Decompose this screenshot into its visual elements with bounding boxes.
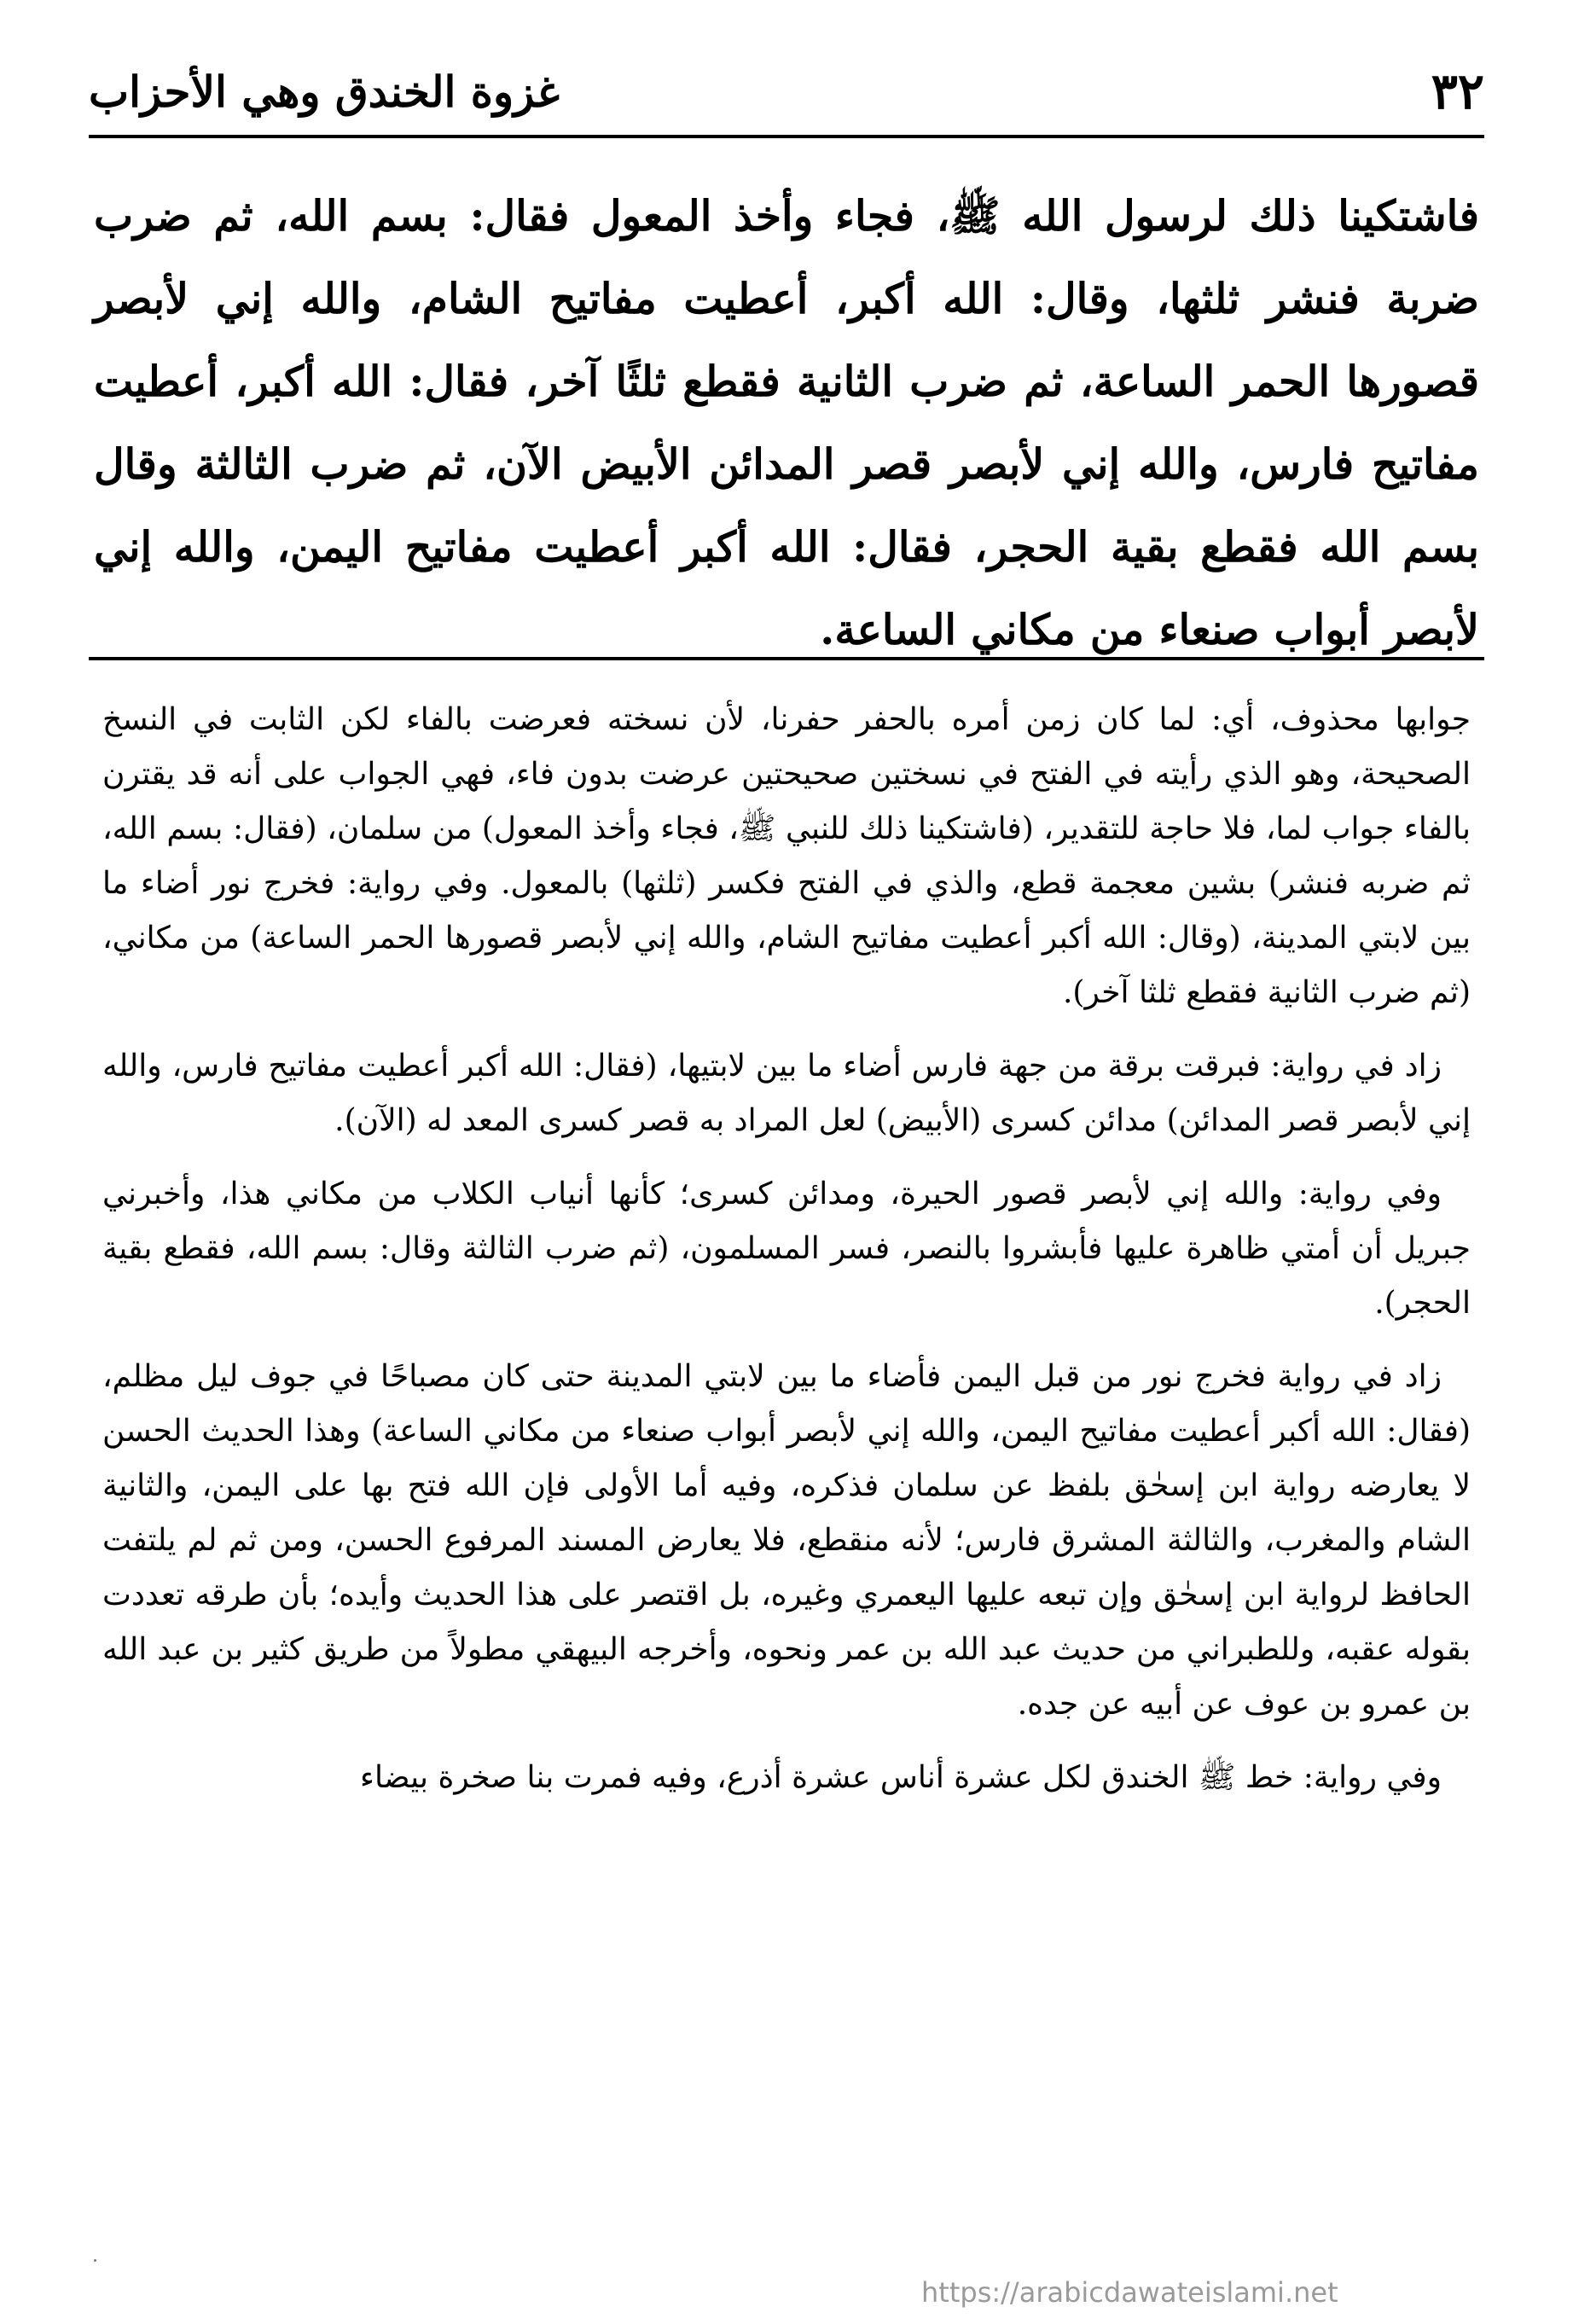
commentary-paragraph: جوابها محذوف، أي: لما كان زمن أمره بالحفر حفرنا، لأن نسخته فعرضت بالفاء لكن الثابت في النسخ الصحيحة، وهو الذي رأيته في الفتح في نسختين صحيحتين عرضت بدون فاء، فهي الجواب على أنه قد يقترن بالفاء جواب لما، فلا حاجة للتقدير، (فاشتكينا ذلك للنبي ﷺ، فجاء وأخذ المعول) من سلمان، (فقال: بسم الله، ثم ضربه فنشر) بشين معجمة قطع، والذي في الفتح فكسر (ثلثها) بالمعول. وفي رواية: فخرج نور أضاء ما بين لابتي المدينة، (وقال: الله أكبر أعطيت مفاتيح الشام، والله إني لأبصر قصورها الحمر الساعة) من مكاني، (ثم ضرب الثانية فقطع ثلثا آخر).: [102, 702, 1471, 1010]
commentary-paragraph: زاد في رواية: فبرقت برقة من جهة فارس أضاء ما بين لابتيها، (فقال: الله أكبر أعطيت مفاتيح فارس، والله إني لأبصر قصر المدائن) مدائن كسرى (الأبيض) لعل المراد به قصر كسرى المعد له (الآن).: [102, 1049, 1471, 1138]
section-divider: [89, 657, 1484, 660]
running-title: غزوة الخندق وهي الأحزاب: [89, 67, 560, 117]
commentary-paragraph: وفي رواية: والله إني لأبصر قصور الحيرة، ومدائن كسرى؛ كأنها أنياب الكلاب من مكاني هذا، وأخبرني جبريل أن أمتي ظاهرة عليها فأبشروا بالنصر، فسر المسلمون، (ثم ضرب الثالثة وقال: بسم الله، فقطع بقية الحجر).: [102, 1177, 1471, 1321]
watermark-url[interactable]: https://arabicdawateislami.net: [921, 2276, 1338, 2309]
scan-speck: [94, 2259, 96, 2262]
commentary-paragraph: زاد في رواية فخرج نور من قبل اليمن فأضاء ما بين لابتي المدينة حتى كان مصباحًا في جوف ليل مظلم، (فقال: الله أكبر أعطيت مفاتيح اليمن، والله إني لأبصر أبواب صنعاء من مكاني الساعة) وهذا الحديث الحسن لا يعارضه رواية ابن إسحٰق بلفظ عن سلمان فذكره، وفيه أما الأولى فإن الله فتح بها على اليمن، والثانية الشام والمغرب، والثالثة المشرق فارس؛ لأنه منقطع، فلا يعارض المسند المرفوع الحسن، ومن ثم لم يلتفت الحافظ لرواية ابن إسحٰق وإن تبعه عليها اليعمري وغيره، بل اقتصر على هذا الحديث وأيده؛ بأن طرقه تعددت بقوله عقبه، وللطبراني من حديث عبد الله بن عمر ونحوه، وأخرجه البيهقي مطولاً من طريق كثير بن عبد الله بن عمرو بن عوف عن أبيه عن جده.: [102, 1359, 1471, 1722]
page-number: ٣٢: [1431, 62, 1484, 120]
commentary-paragraph: وفي رواية: خط ﷺ الخندق لكل عشرة أناس عشرة أذرع، وفيه فمرت بنا صخرة بيضاء: [360, 1760, 1442, 1795]
header-rule: [89, 135, 1484, 138]
main-hadith-text: فاشتكينا ذلك لرسول الله ﷺ، فجاء وأخذ المعول فقال: بسم الله، ثم ضرب ضربة فنشر ثلثها، وقال: الله أكبر، أعطيت مفاتيح الشام، والله إني لأبصر قصورها الحمر الساعة، ثم ضرب الثانية فقطع ثلثًا آخر، فقال: الله أكبر، أعطيت مفاتيح فارس، والله إني لأبصر قصر المدائن الأبيض الآن، ثم ضرب الثالثة وقال بسم الله فقطع بقية الحجر، فقال: الله أكبر أعطيت مفاتيح اليمن، والله إني لأبصر أبواب صنعاء من مكاني الساعة.: [94, 191, 1479, 654]
page-header: [89, 46, 1484, 140]
commentary: [102, 693, 1471, 1824]
